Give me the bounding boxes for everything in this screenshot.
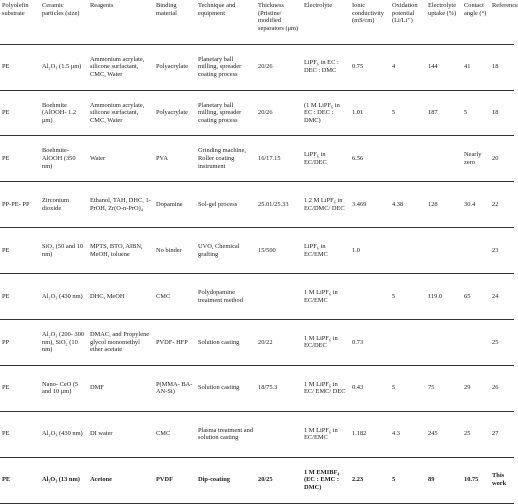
table-cell: 1.01 — [350, 90, 390, 136]
table-cell: 0.73 — [350, 319, 390, 365]
table-cell: PE — [0, 44, 40, 90]
table-cell: 1 M LiPF₆ in EC/EMC — [302, 274, 350, 320]
table-cell: Ammonium acrylate, silicone surfactant, CMC, Water — [88, 44, 154, 90]
table-cell: Planetary ball milling, spreader coating process — [196, 90, 256, 136]
table-cell: Al₂O₃ (430 nm) — [40, 274, 88, 320]
table-cell — [390, 228, 426, 274]
table-cell: PE — [0, 365, 40, 411]
table-cell: 2.23 — [350, 457, 390, 503]
table-cell: Sol-gel process — [196, 182, 256, 228]
table-cell: 1.182 — [350, 411, 390, 457]
table-cell: Plasma treatment and solution casting — [196, 411, 256, 457]
table-cell: 1 M LiPF₆ in EC/EMC — [302, 411, 350, 457]
table-cell: Ammonium acrylate, silicone surfactant, CMC, Water — [88, 90, 154, 136]
table-row — [0, 182, 514, 228]
table-cell: Dopamine — [154, 182, 196, 228]
table-cell: Ethanol, TAH, DHC, 1-PrOH, Zr(O-n-PrO)₄ — [88, 182, 154, 228]
table-cell: 0.43 — [350, 365, 390, 411]
table-cell — [462, 319, 490, 365]
table-cell — [390, 136, 426, 182]
table-cell: LiPF₆ in EC/DEC — [302, 136, 350, 182]
table-cell: 15/500 — [256, 228, 302, 274]
column-header: Electrolyte uptake (%) — [428, 2, 457, 17]
table-cell: 18 — [490, 90, 514, 136]
table-cell: PE — [0, 411, 40, 457]
table-cell: 245 — [426, 411, 462, 457]
table-cell: Al₂O₃ (1.5 μm) — [40, 44, 88, 90]
column-header: Thickness (Pristine/ modified separators (μm) — [258, 2, 299, 32]
table-cell: 22 — [490, 182, 514, 228]
table-cell: 119.0 — [426, 274, 462, 320]
table-cell: 1 M LiPF₆ in EC/ EMC/ DEC — [302, 365, 350, 411]
table-cell: Polyacrylate — [154, 90, 196, 136]
table-cell: UVO, Chemical grafting — [196, 228, 256, 274]
table-cell: 0.75 — [350, 44, 390, 90]
table-cell: 20/26 — [256, 90, 302, 136]
table-cell: 5 — [390, 90, 426, 136]
table-cell: 24 — [490, 274, 514, 320]
table-row — [0, 228, 514, 274]
table-cell: 6.56 — [350, 136, 390, 182]
table-cell: Dip-coating — [196, 457, 256, 503]
table-cell: DMAC, and Propylene glycol monomethyl ether acetate — [88, 319, 154, 365]
table-cell: Al₂O₃ (200- 300 nm), SiO₂ (10 nm) — [40, 319, 88, 365]
table-cell: 5 — [390, 457, 426, 503]
table-cell — [426, 228, 462, 274]
column-header: Oxidation potential (Li/Li⁺) — [392, 2, 418, 25]
table-cell: 16/17.15 — [256, 136, 302, 182]
table-cell: 4.3 — [390, 411, 426, 457]
table-cell: Nearly zero — [462, 136, 490, 182]
table-cell: 18 — [490, 44, 514, 90]
table-cell: LiPF₆ in EC/EMC — [302, 228, 350, 274]
table-cell: P(MMA- BA-AN-St) — [154, 365, 196, 411]
table-cell: 18/75.3 — [256, 365, 302, 411]
table-cell: PP — [0, 319, 40, 365]
table-row — [0, 90, 514, 136]
table-cell: PVDF- HFP — [154, 319, 196, 365]
table-cell — [256, 274, 302, 320]
table-cell: CMC — [154, 274, 196, 320]
table-cell: PE — [0, 457, 40, 503]
column-header: Polyolefin substrate — [2, 2, 29, 17]
table-cell: SiO₂ (50 and 10 nm) — [40, 228, 88, 274]
table-cell: DHC, MeOH — [88, 274, 154, 320]
table-cell: 65 — [462, 274, 490, 320]
table-cell: Solution casting — [196, 319, 256, 365]
table-cell — [426, 136, 462, 182]
table-cell: Al₂O₃ (430 nm) — [40, 411, 88, 457]
table-cell: PE — [0, 136, 40, 182]
table-cell: 29 — [462, 365, 490, 411]
table-cell: 5 — [390, 274, 426, 320]
table-cell: 10.75 — [462, 457, 490, 503]
table-cell: 5 — [462, 90, 490, 136]
header-row — [0, 0, 514, 44]
table-cell: 20/22 — [256, 319, 302, 365]
table-cell — [462, 228, 490, 274]
table-cell: Boehmite (AlOOH- 1.2 μm) — [40, 90, 88, 136]
table-cell — [350, 274, 390, 320]
column-header: Ionic conductivity (mS/cm) — [352, 2, 384, 25]
table-cell: PE — [0, 90, 40, 136]
table-cell: PE — [0, 274, 40, 320]
column-header: Ceramic particles (size) — [42, 2, 80, 17]
column-header: Reference — [492, 2, 518, 9]
table-cell: Zirconium dioxide — [40, 182, 88, 228]
table-cell — [390, 319, 426, 365]
table-cell: 89 — [426, 457, 462, 503]
table-cell: Nano- CeO (5 and 10 μm) — [40, 365, 88, 411]
table-cell: 26 — [490, 365, 514, 411]
table-row — [0, 136, 514, 182]
table-cell: Polydopamine treatment method — [196, 274, 256, 320]
table-cell: 4.38 — [390, 182, 426, 228]
table-cell: 1 M EMIBF₄ (EC : EMC : DMC) — [302, 457, 350, 503]
column-header: Electrolyte — [304, 2, 333, 9]
table-cell: (1 M LiPF₆ in EC : DEC : DMC) — [302, 90, 350, 136]
table-cell: 3.469 — [350, 182, 390, 228]
table-cell: PE — [0, 228, 40, 274]
column-header: Technique and equipment — [198, 2, 236, 17]
table-cell: 144 — [426, 44, 462, 90]
table-cell: 41 — [462, 44, 490, 90]
table-row — [0, 44, 514, 90]
table-cell: Planetary ball milling, spreader coating process — [196, 44, 256, 90]
table-cell: Al₂O₃ (13 nm) — [40, 457, 88, 503]
table-cell: Grinding machine, Roller coating instrument — [196, 136, 256, 182]
table-cell: 75 — [426, 365, 462, 411]
table-cell: Water — [88, 136, 154, 182]
table-cell: CMC — [154, 411, 196, 457]
column-header: Binding material — [156, 2, 177, 17]
table-cell: Boehmite- AlOOH (350 nm) — [40, 136, 88, 182]
table-cell: Acetone — [88, 457, 154, 503]
table-row-this-work — [0, 457, 514, 503]
table-cell: PVA — [154, 136, 196, 182]
table-cell: 187 — [426, 90, 462, 136]
table-cell: DMF — [88, 365, 154, 411]
table-cell: 1.0 — [350, 228, 390, 274]
table-cell: 23 — [490, 228, 514, 274]
table-cell: PP-PE- PP — [0, 182, 40, 228]
table-cell: 25 — [490, 319, 514, 365]
table-cell: Polyacrylate — [154, 44, 196, 90]
table-cell: 20/25 — [256, 457, 302, 503]
table-cell: 25 — [462, 411, 490, 457]
table-cell: PVDF — [154, 457, 196, 503]
table-row — [0, 365, 514, 411]
table-cell: 30.4 — [462, 182, 490, 228]
table-row — [0, 274, 514, 320]
table-row — [0, 411, 514, 457]
table-cell — [426, 319, 462, 365]
table-cell — [256, 411, 302, 457]
table-cell: 27 — [490, 411, 514, 457]
table-cell: 20/26 — [256, 44, 302, 90]
table-cell: Solution casting — [196, 365, 256, 411]
table-cell: 4 — [390, 44, 426, 90]
table-cell: MPTS, BTO, AIBN, MeOH, toluene — [88, 228, 154, 274]
table-cell: 20 — [490, 136, 514, 182]
table-row — [0, 319, 514, 365]
table-cell: This work — [490, 457, 514, 503]
table-cell: 1.2 M LiPF₆ in EC/DMC/ DEC — [302, 182, 350, 228]
table-cell: DI water — [88, 411, 154, 457]
table-cell: 25.01/25.33 — [256, 182, 302, 228]
column-header: Reagents — [90, 2, 114, 9]
table-cell: 128 — [426, 182, 462, 228]
table-cell: LiPF₆ in EC : DEC : DMC — [302, 44, 350, 90]
column-header: Contact angle (°) — [464, 2, 487, 17]
table-cell: 1 M LiPF₆ in EC/DEC — [302, 319, 350, 365]
table-cell: 5 — [390, 365, 426, 411]
table-cell: No binder — [154, 228, 196, 274]
